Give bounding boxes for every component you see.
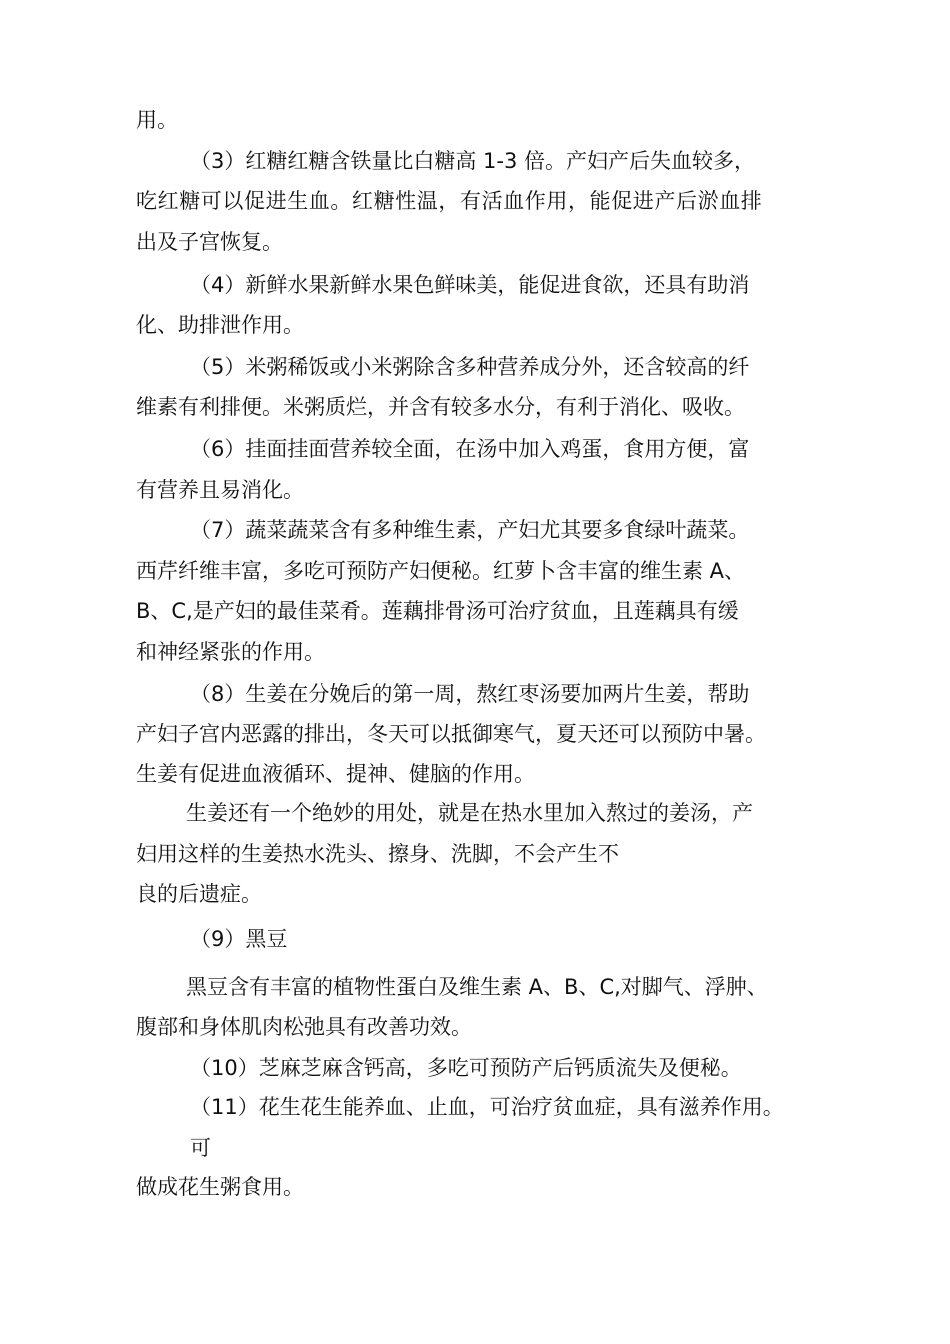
text-line: B、C,是产妇的最佳菜肴。莲藕排骨汤可治疗贫血，且莲藕具有缓 (136, 599, 739, 623)
text-line: （8）生姜在分娩后的第一周，熬红枣汤要加两片生姜，帮助 (190, 682, 750, 706)
text-line: （6）挂面挂面营养较全面，在汤中加入鸡蛋，食用方便，富 (190, 437, 750, 461)
text-line: 良的后遗症。 (136, 882, 262, 906)
text-line: 有营养且易消化。 (136, 478, 304, 502)
text-line: （4）新鲜水果新鲜水果色鲜味美，能促进食欲，还具有助消 (190, 273, 750, 297)
text-line: （3）红糖红糖含铁量比白糖高 1-3 倍。产妇产后失血较多， (190, 149, 756, 173)
text-line: （9）黑豆 (190, 927, 288, 951)
text-line: 维素有利排便。米粥质烂，并含有较多水分，有利于消化、吸收。 (136, 395, 745, 419)
text-line: 西芹纤维丰富，多吃可预防产妇便秘。红萝卜含丰富的维生素 A、 (136, 559, 746, 583)
text-line: 和神经紧张的作用。 (136, 640, 325, 664)
text-line: 出及子宫恢复。 (136, 230, 283, 254)
text-line: 生姜有促进血液循环、提神、健脑的作用。 (136, 762, 535, 786)
text-line: 腹部和身体肌肉松弛具有改善功效。 (136, 1015, 472, 1039)
text-line: （11）花生花生能养血、止血，可治疗贫血症，具有滋养作用。 (190, 1095, 784, 1119)
text-line: 生姜还有一个绝妙的用处，就是在热水里加入熬过的姜汤，产 (186, 801, 753, 825)
text-line: 吃红糖可以促进生血。红糖性温，有活血作用，能促进产后淤血排 (136, 189, 763, 213)
text-line: 用。 (136, 108, 178, 132)
text-line: 做成花生粥食用。 (136, 1175, 304, 1199)
text-line: 可 (190, 1136, 211, 1160)
text-line: 化、助排泄作用。 (136, 313, 304, 337)
text-line: 妇用这样的生姜热水洗头、擦身、洗脚，不会产生不 (136, 842, 619, 866)
text-line: （5）米粥稀饭或小米粥除含多种营养成分外，还含较高的纤 (190, 355, 750, 379)
text-line: （7）蔬菜蔬菜含有多种维生素，产妇尤其要多食绿叶蔬菜。 (190, 518, 750, 542)
text-line: （10）芝麻芝麻含钙高，多吃可预防产后钙质流失及便秘。 (190, 1056, 742, 1080)
text-line: 黑豆含有丰富的植物性蛋白及维生素 A、B、C,对脚气、浮肿、 (186, 975, 768, 999)
text-line: 产妇子宫内恶露的排出，冬天可以抵御寒气，夏天还可以预防中暑。 (136, 722, 766, 746)
